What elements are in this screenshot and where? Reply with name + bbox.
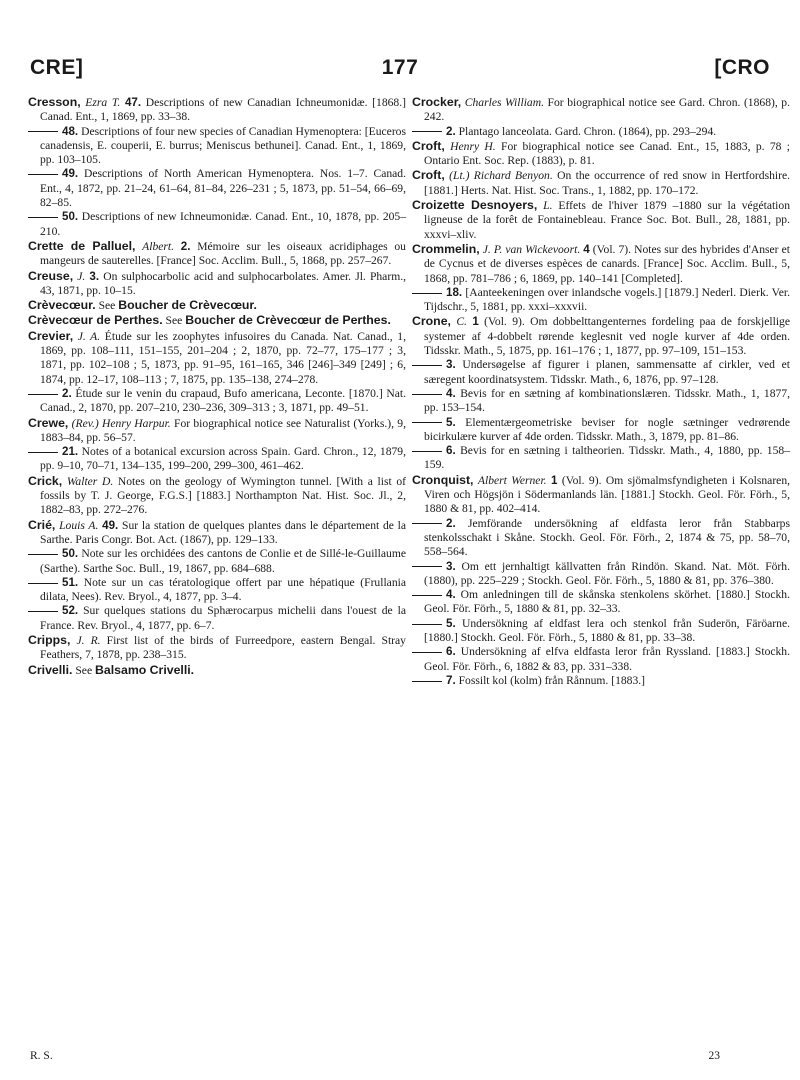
continuation-dash [28,217,58,218]
continuation-dash [412,595,442,596]
entry-number: 49. [62,167,79,181]
entry-number: 21. [62,445,79,459]
author-name: Crèvecœur. [28,298,96,313]
entry-text: Undersökning af eldfast lera och stenkol från Suderön, Färöarne. [1880.] Stockh. Geol. För. Förh., 5, 1880 & 81, pp. 33–38. [424,616,790,644]
continuation-dash [28,611,58,612]
cross-reference: Boucher de Crèvecœur de Perthes. [185,313,391,328]
author-name: Croizette Desnoyers, [412,198,538,213]
entry-text: For biographical notice see Canad. Ent., 15, 1883, p. 78 ; Ontario Ent. Soc. Rep. (1883), p. 81. [424,139,790,168]
author-name: Cresson, [28,95,81,109]
bibliography-entry [28,663,406,678]
bibliography-entry [412,617,790,646]
entry-number: 52. [62,604,79,618]
bibliography-entry [412,198,790,242]
entry-number: 5. [446,616,456,630]
entry-text: Descriptions of new Ichneumonidæ. Canad. Ent., 10, 1878, pp. 205–210. [40,210,407,238]
continuation-dash [28,583,58,584]
bibliography-entry [412,387,790,416]
bibliography-entry [412,517,790,560]
page-footer [30,1050,770,1066]
entry-number: 3. [89,269,100,283]
continuation-dash [412,451,442,452]
entry-text: See [75,663,93,677]
continuation-dash [412,652,442,653]
author-name: Croft, [412,168,445,183]
entry-text: For biographical notice see Naturalist (Yorks.), 9, 1883–84, pp. 56–57. [40,416,406,444]
entry-number: 48. [62,124,79,138]
entry-text: Sur la station de quelques plantes dans le département de la Sarthe. Paris Congr. Bot. Act. (1867), pp. 129–133. [40,518,407,546]
bibliography-entry [412,444,790,473]
bibliography-entry [412,588,790,617]
author-name: Crone, [412,314,451,329]
entry-text: Notes on the geology of Wymington tunnel. [With a list of fossils by T. J. George, F.G.S.] [1883.] Northampton Nat. Hist. Soc. Jl., 2, 1882–83, pp. 272–276. [40,474,406,517]
continuation-dash [412,365,442,366]
bibliography-entry [412,674,790,688]
author-name: Crivelli. [28,662,73,677]
entry-text: Om anledningen till de skånska stenkolens skörhet. [1880.] Stockh. Geol. För. Förh., 5, 1880 & 81, pp. 32–33. [424,588,790,616]
bibliography-entry [412,286,790,315]
bibliography-entry [28,313,406,328]
author-name: Creuse, [28,268,74,283]
entry-number: 1 [472,315,479,329]
entry-text: Descriptions of North American Hymenoptera. Nos. 1–7. Canad. Ent., 4, 1872, pp. 21–24, 61–64, 81–84, 226–231 ; 5, 1873, pp. 51–54, 66–69, 82–85. [40,167,406,210]
entry-number: 2. [446,516,456,530]
entry-number: 2. [180,239,191,253]
continuation-dash [412,394,442,395]
entry-number: 47. [124,96,142,109]
entry-text: (Vol. 7). Notes sur des hybrides d'Anser et de Cycnus et de diverses espèces de canards. [France] Soc. Acclim. Bull., 5, 1868, pp. 781–786 ; 6, 1869, pp. 140–141 [Completed]. [424,242,790,285]
entry-text: Undersøgelse af figurer i planen, sammensatte af cirkler, ved et særegent koordinatsystem. Tidsskr. Math., 6, 1876, pp. 97–128. [424,358,790,386]
author-forename: (Lt.) Richard Benyon. [449,169,553,183]
author-forename: J. A. [77,329,101,343]
cross-reference: Balsamo Crivelli. [95,662,195,677]
entry-text: Sur quelques stations du Sphærocarpus michelii dans l'ouest de la France. Rev. Bryol., 4, 1877, pp. 6–7. [40,604,406,632]
bibliography-entry [412,125,790,139]
author-forename: L. [543,199,553,213]
left-column [28,95,406,678]
author-forename: Charles William. [464,96,544,109]
bibliography-entry [28,518,406,548]
cross-reference: Boucher de Crèvecœur. [118,298,257,313]
bibliography-entry [28,239,406,269]
entry-text: Notes of a botanical excursion across Spain. Gard. Chron., 12, 1879, pp. 9–10, 70–71, 134–135, 199–200, 299–300, 461–462. [40,445,406,473]
continuation-dash [412,681,442,682]
entry-number: 5. [446,415,456,429]
bibliography-entry [28,167,406,210]
entry-number: 50. [62,547,79,561]
continuation-dash [412,422,442,423]
bibliography-entry [28,633,406,663]
continuation-dash [412,293,442,294]
entry-text: Étude sur le venin du crapaud, Bufo americana, Leconte. [1870.] Nat. Canad., 2, 1870, pp. 207–210, 230–236, 309–313 ; 3, 1871, pp. 49–51. [40,386,406,415]
author-forename: Louis A. [59,518,99,532]
bibliography-entry [412,242,790,286]
bibliography-entry [28,474,406,518]
entry-text: Elementærgeometriske beviser for nogle sætninger vedrørende bicirkulære kurver af 4de orden. Tidsskr. Math., 3, 1879, pp. 81–86. [424,415,790,443]
bibliography-entry [28,576,406,605]
entry-text: Étude sur les zoophytes infusoires du Canada. Nat. Canad., 1, 1869, pp. 108–111, 151–155, 201–204 ; 2, 1870, pp. 72–77, 175–177 ; 3, 1871, pp. 102–108 ; 5, 1873, pp. 91–95, 161–165, 346 [246]–349 [249] ; 6, 1874, pp. 12–17, 108–113 ; 7, 1875, pp. 135–138, 274–278. [40,329,406,386]
entry-text: Bevis for en sætning af kombinationslæren. Tidsskr. Math., 1, 1877, pp. 153–154. [424,386,790,415]
author-name: Crette de Palluel, [28,238,136,253]
continuation-dash [412,523,442,524]
entry-text: See [165,314,183,328]
continuation-dash [28,554,58,555]
author-name: Crevier, [28,328,74,343]
entry-text: Fossilt kol (kolm) från Rånnum. [1883.] [458,673,646,687]
bibliography-entry [412,168,790,198]
entry-text: First list of the birds of Furreedpore, eastern Bengal. Stray Feathers, 7, 1878, pp. 238–315. [40,633,406,662]
bibliography-entry [28,329,406,387]
bibliography-entry [28,95,406,125]
bibliography-entry [28,547,406,576]
author-forename: Henry H. [450,139,496,153]
entry-number: 51. [62,575,79,589]
author-name: Croft, [412,138,445,153]
bibliography-entry [28,298,406,313]
entry-number: 3. [446,559,456,573]
bibliography-entry [28,387,406,416]
bibliography-entry [412,314,790,358]
entry-text: Note sur les orchidées des cantons de Conlie et de Sillé-le-Guillaume (Sarthe). Sarthe Soc. Bull., 19, 1867, pp. 684–688. [40,547,406,575]
entry-number: 50. [62,210,79,224]
entry-number: 18. [446,285,463,299]
entry-text: Descriptions of four new species of Canadian Hymenoptera: [Euceros canadensis, E. couperii, E. burrus; Meniscus bethunei]. Canad. Ent., 1, 1869, pp. 103–105. [40,124,406,167]
continuation-dash [412,624,442,625]
author-forename: C. [456,315,467,329]
bibliography-entry [412,473,790,517]
bibliography-entry [28,604,406,633]
author-name: Crewe, [28,415,69,430]
author-forename: (Rev.) Henry Harpur. [71,416,171,430]
author-forename: Walter D. [66,474,114,488]
entry-text: [Aanteekeningen over inlandsche vogels.] [1879.] Nederl. Dierk. Ver. Tijdschr., 5, 1881, pp. xxxi–xxxvii. [424,285,790,314]
entry-text: For biographical notice see Gard. Chron. (1868), p. 242. [424,96,790,124]
entry-number: 7. [446,673,456,687]
bibliography-entry [412,645,790,674]
continuation-dash [28,131,58,132]
author-forename: Albert. [142,239,175,253]
entry-text: Bevis for en sætning i taltheorien. Tidsskr. Math., 4, 1880, pp. 158–159. [424,444,790,472]
bibliography-entry [412,95,790,125]
continuation-dash [412,131,442,132]
bibliography-entry [28,445,406,474]
bibliography-entry [412,139,790,169]
author-forename: J. R. [76,633,101,647]
entry-number: 3. [446,358,456,372]
author-name: Cronquist, [412,472,474,487]
page-number: 177 [381,56,419,79]
author-name: Crocker, [412,95,462,109]
entry-number: 4. [446,588,456,602]
entry-number: 6. [446,444,456,458]
author-forename: J. [77,269,86,283]
bibliography-entry [412,560,790,589]
continuation-dash [28,174,58,175]
entry-text: Effets de l'hiver 1879 –1880 sur la végétation ligneuse de la forêt de Fontainebleau. France Soc. Bot. Bull., 28, 1881, pp. xxxvi–xliv. [424,199,790,241]
author-forename: Ezra T. [85,96,121,109]
page-header [30,56,770,86]
entry-text: Mémoire sur les oiseaux acridiphages ou mangeurs de sauterelles. [France] Soc. Acclim. Bull., 5, 1868, pp. 257–267. [40,239,406,268]
entry-text: Plantago lanceolata. Gard. Chron. (1864), pp. 293–294. [458,124,717,138]
signature-mark: R. S. [30,1050,53,1062]
entry-number: 4 [583,242,590,256]
bibliography-entry [412,416,790,445]
bibliography-entry [412,358,790,387]
entry-text: On the occurrence of red snow in Hertfordshire. [1881.] Herts. Nat. Hist. Soc. Trans., 1, 1882, pp. 170–172. [424,169,791,197]
entry-number: 2. [446,124,456,138]
bibliography-entry [28,416,406,446]
author-name: Cripps, [28,632,71,647]
entry-text: See [98,299,116,313]
author-name: Crick, [28,473,63,488]
bibliography-entry [28,269,406,299]
author-forename: J. P. van Wickevoort. [482,242,581,256]
entry-text: On sulphocarbolic acid and sulphocarbolates. Amer. Jl. Pharm., 43, 1871, pp. 10–15. [40,269,407,297]
signature-number: 23 [708,1050,720,1062]
entry-text: (Vol. 9). Om dobbelttangenternes fordeling paa de forskjellige systemer af 4-dobbelt rørende keglesnit ved nogle kurver af 4de orden. Tidsskr. Math., 5, 1875, pp. 161–176 ; 1, 1877, pp. 97–109, 151–153. [424,315,791,358]
bibliography-entry [28,125,406,168]
entry-text: Om ett jernhaltigt källvatten från Rindön. Skand. Nat. Möt. Förh. (1880), pp. 225–229 ; Stockh. Geol. För. Förh., 5, 1880 & 81, pp. 376–380. [424,559,790,587]
entry-number: 1 [551,473,558,487]
entry-number: 2. [62,386,72,400]
author-name: Crié, [28,517,56,532]
bibliography-entry [28,210,406,239]
continuation-dash [28,394,58,395]
author-name: Crèvecœur de Perthes. [28,313,163,328]
entry-number: 6. [446,645,456,659]
header-left-range: CRE] [30,56,84,79]
entry-text: Note sur un cas tératologique offert par une hépatique (Frullania dilata, Nees). Rev. Bryol., 4, 1877, pp. 3–4. [40,575,406,604]
continuation-dash [28,452,58,453]
entry-number: 49. [102,518,119,532]
entry-text: (Vol. 9). Om sjömalmsfyndigheten i Kolsnaren, Viren och Högsjön i Södermanlands län. [1881.] Stockh. Geol. För. Förh., 5, 1880 & 81, pp. 402–414. [424,473,791,516]
entry-text: Descriptions of new Canadian Ichneumonidæ. [1868.] Canad. Ent., 1, 1869, pp. 33–38. [40,96,406,124]
entry-text: Undersökning af elfva eldfasta leror från Ryssland. [1883.] Stockh. Geol. För. Förh., 6, 1882 & 83, pp. 331–338. [424,645,791,673]
right-column [412,95,790,688]
entry-text: Jemförande undersökning af eldfasta leror från Stabbarps stenkolsschakt i Skåne. Stockh. Geol. För. Förh., 2, 1874 & 75, pp. 58–70, 558–564. [424,516,790,559]
author-forename: Albert Werner. [477,473,547,487]
entry-number: 4. [446,386,456,400]
continuation-dash [412,566,442,567]
header-right-range: [CRO [714,56,770,79]
author-name: Crommelin, [412,241,480,256]
